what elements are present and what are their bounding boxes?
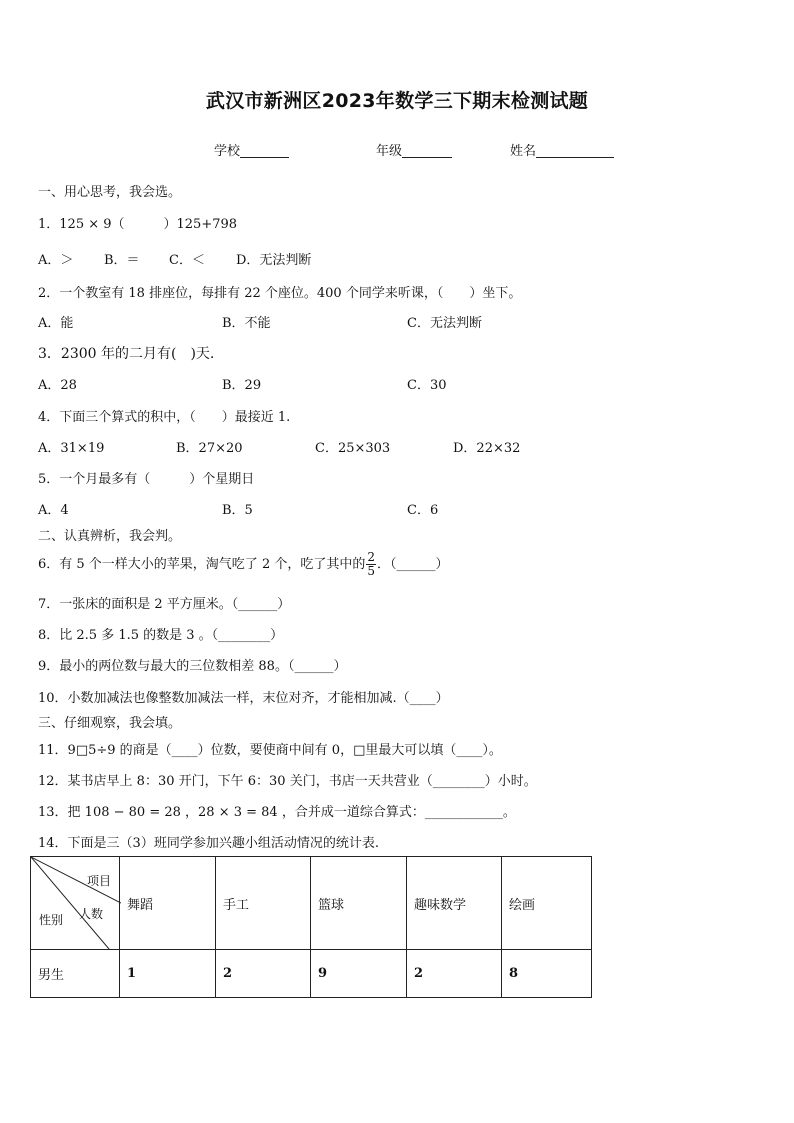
- cell-value: 9: [311, 950, 407, 998]
- q4-option-a[interactable]: A．31×19: [38, 441, 105, 456]
- question-8: 8．比 2.5 多 1.5 的数是 3 。（________）: [38, 628, 284, 643]
- q5-option-b[interactable]: B．5: [222, 503, 253, 518]
- school-field: [214, 140, 289, 159]
- name-blank[interactable]: [536, 143, 614, 158]
- q2-option-b[interactable]: B．不能: [222, 316, 271, 331]
- question-10: 10．小数加减法也像整数加减法一样，末位对齐，才能相加减.（____）: [38, 691, 449, 706]
- q1-option-a[interactable]: A．＞: [38, 253, 74, 268]
- name-field: [510, 140, 614, 159]
- section-1-heading: 一、用心思考，我会选。: [38, 185, 182, 200]
- header-fun-math: 趣味数学: [407, 857, 502, 950]
- school-label: 学校: [214, 144, 241, 159]
- header-basketball: 篮球: [311, 857, 407, 950]
- header-handcraft: 手工: [216, 857, 311, 950]
- question-6: [38, 547, 449, 583]
- table-header-row: [31, 857, 592, 950]
- table-corner-cell: [31, 857, 120, 950]
- q3-option-a[interactable]: A．28: [38, 378, 77, 393]
- header-dance: 舞蹈: [120, 857, 216, 950]
- school-blank[interactable]: [240, 143, 289, 158]
- table-row: [31, 950, 592, 998]
- q2-option-a[interactable]: A．能: [38, 316, 74, 331]
- section-3-heading: 三、仔细观察，我会填。: [38, 716, 182, 731]
- corner-label-count: 人数: [79, 907, 104, 921]
- q2-option-c[interactable]: C．无法判断: [407, 316, 482, 331]
- q6-answer-blank[interactable]: ．（______）: [376, 557, 449, 572]
- q4-option-c[interactable]: C．25×303: [315, 441, 391, 456]
- question-11: 11．9□5÷9 的商是（____）位数，要使商中间有 0，□里最大可以填（____）。: [38, 743, 502, 758]
- q5-option-c[interactable]: C．6: [407, 503, 439, 518]
- q4-option-b[interactable]: B．27×20: [176, 441, 243, 456]
- corner-label-item: 项目: [87, 874, 112, 888]
- question-7: 7．一张床的面积是 2 平方厘米。（______）: [38, 597, 291, 612]
- question-3: 3．2300 年的二月有( )天.: [38, 346, 215, 362]
- cell-value: 2: [216, 950, 311, 998]
- row-label-boys: 男生: [31, 950, 120, 998]
- q1-option-b[interactable]: B．＝: [104, 253, 140, 268]
- name-label: 姓名: [510, 144, 537, 159]
- cell-value: 2: [407, 950, 502, 998]
- q1-option-c[interactable]: C．＜: [169, 253, 205, 268]
- diagonal-lines: [31, 857, 121, 949]
- q4-option-d[interactable]: D．22×32: [453, 441, 521, 456]
- grade-field: [376, 140, 452, 159]
- cell-value: 8: [502, 950, 592, 998]
- fraction-denominator: 5: [367, 564, 375, 578]
- grade-blank[interactable]: [402, 143, 452, 158]
- question-12: 12．某书店早上 8：30 开门，下午 6：30 关门，书店一天共营业（________）小时。: [38, 774, 537, 789]
- grade-label: 年级: [376, 144, 403, 159]
- question-13: 13．把 108 − 80 = 28 ，28 × 3 = 84 ，合并成一道综合算式：____________。: [38, 805, 516, 820]
- fraction-two-fifths: [366, 551, 376, 578]
- q6-text: 6．有 5 个一样大小的苹果，淘气吃了 2 个，吃了其中的: [38, 557, 366, 572]
- corner-label-gender: 性别: [39, 913, 64, 927]
- cell-value: 1: [120, 950, 216, 998]
- q3-option-b[interactable]: B．29: [222, 378, 262, 393]
- question-4: 4．下面三个算式的积中，（ ）最接近 1.: [38, 410, 291, 425]
- section-2-heading: 二、认真辨析，我会判。: [38, 529, 182, 544]
- question-1: 1．125 × 9（ ）125+798: [38, 217, 238, 232]
- fraction-numerator: 2: [367, 550, 375, 564]
- q3-option-c[interactable]: C．30: [407, 378, 447, 393]
- question-5: 5．一个月最多有（ ）个星期日: [38, 472, 255, 487]
- q1-option-d[interactable]: D．无法判断: [236, 253, 312, 268]
- question-14: 14．下面是三（3）班同学参加兴趣小组活动情况的统计表.: [38, 836, 379, 851]
- activity-stats-table: [30, 856, 592, 998]
- q5-option-a[interactable]: A．4: [38, 503, 69, 518]
- question-2: 2．一个教室有 18 排座位，每排有 22 个座位。400 个同学来听课，（ ）坐下。: [38, 286, 522, 301]
- question-9: 9．最小的两位数与最大的三位数相差 88。（______）: [38, 659, 347, 674]
- page-title: 武汉市新洲区2023年数学三下期末检测试题: [205, 90, 589, 112]
- header-drawing: 绘画: [502, 857, 592, 950]
